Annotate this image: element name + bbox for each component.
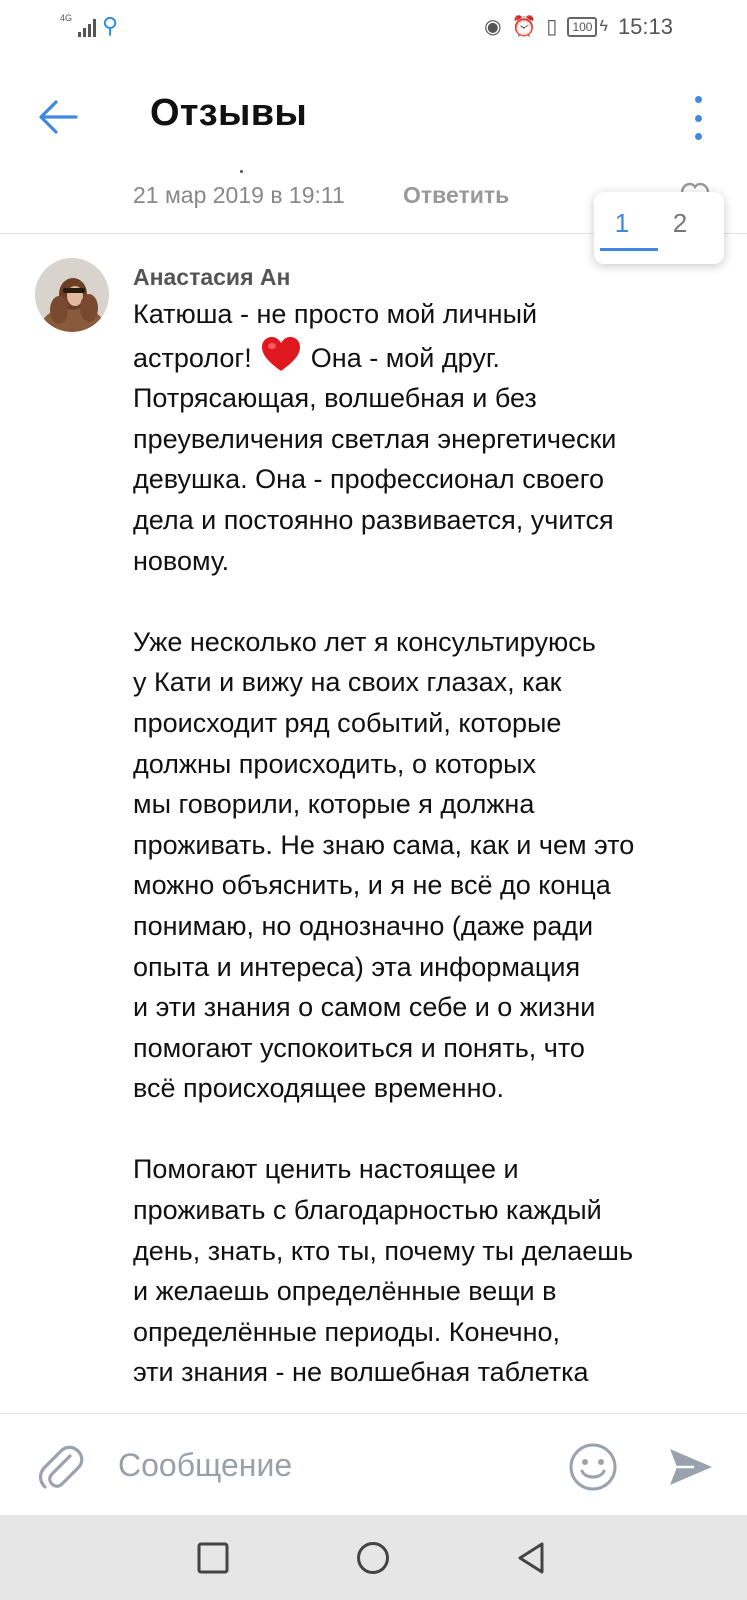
battery-level: 100 [572,20,593,34]
comment-line: Уже несколько лет я консультируюсь [133,626,596,657]
status-left [60,14,118,37]
header [0,70,747,164]
comment-line: и эти знания о самом себе и о жизни [133,992,596,1023]
comment-line: новому. [133,545,230,576]
comment-line: день, знать, кто ты, почему ты делаешь [133,1235,634,1266]
paragraph-gap [133,1109,733,1150]
comment-line-fragment: Она - мой друг. [310,342,500,373]
message-input[interactable] [118,1436,538,1494]
comment-line: можно объяснить, и я не всё до конца [133,870,611,901]
pagination-popup [594,192,724,264]
comment-line: Потрясающая, волшебная и без [133,383,537,414]
send-button[interactable] [668,1446,714,1488]
status-time: 15:13 [617,14,673,39]
page-title: Отзывы [150,92,308,134]
previous-comment-fragment [240,170,243,173]
comment-line: понимаю, но однозначно (даже ради [133,910,594,941]
vibrate-icon: ▯ [546,16,558,38]
paperclip-icon [36,1442,84,1492]
comment-line: эти знания - не волшебная таблетка [133,1357,589,1388]
comment-line [133,335,733,379]
comment-line: опыта и интереса) эта информация [133,951,581,982]
comment-line: всё происходящее временно. [133,1073,505,1104]
comment-line: проживать с благодарностью каждый [133,1195,602,1226]
comment-line: преувеличения светлая энергетически [133,423,617,454]
comment-line: дела и постоянно развивается, учится [133,504,614,535]
status-right [484,14,673,40]
comment-line: и желаешь определённые вещи в [133,1276,557,1307]
home-icon [356,1541,390,1575]
paragraph-gap [133,581,733,622]
recent-apps-icon [196,1541,230,1575]
comment-line: определённые периоды. Конечно, [133,1316,561,1347]
comment-text [133,294,733,1393]
heart-emoji-icon [259,335,303,373]
comment-author[interactable]: Анастасия Ан [133,264,291,290]
page-1-button[interactable]: 1 [614,208,630,238]
system-nav-bar [0,1515,747,1600]
comment-line: у Кати и вижу на своих глазах, как [133,667,562,698]
signal-icon [78,17,96,37]
previous-comment-date: 21 мар 2019 в 19:11 [133,182,345,208]
battery-icon [567,17,597,37]
back-arrow-icon [34,92,84,142]
send-icon [668,1446,714,1488]
alarm-icon: ⏰ [511,16,537,38]
page-2-button[interactable]: 2 [672,208,688,238]
emoji-button[interactable] [568,1442,618,1492]
current-page-indicator [600,248,658,251]
comment-line: помогают успокоиться и понять, что [133,1032,585,1063]
back-button[interactable] [34,92,84,142]
comment-line-fragment: астролог! [133,342,252,373]
back-icon [514,1541,548,1575]
attach-button[interactable] [36,1442,84,1492]
comment-line: происходит ряд событий, которые [133,707,562,738]
comment-line: должны происходить, о которых [133,748,536,779]
eye-icon: ◉ [484,16,502,38]
recent-apps-button[interactable] [196,1541,230,1575]
comment-line: мы говорили, которые я должна [133,789,535,820]
nav-back-button[interactable] [514,1541,548,1575]
more-vertical-icon[interactable] [688,96,708,140]
usb-icon: ⚲ [102,13,119,38]
home-button[interactable] [356,1541,390,1575]
network-type: 4G [60,13,73,23]
avatar[interactable] [35,258,109,332]
message-composer [0,1413,747,1516]
comment-line: проживать. Не знаю сама, как и чем это [133,829,635,860]
reply-button[interactable]: Ответить [403,182,510,208]
emoji-icon [568,1442,618,1492]
comment-line: Катюша - не просто мой личный [133,299,538,329]
comment-line: Помогают ценить настоящее и [133,1154,519,1185]
comment-line: девушка. Она - профессионал своего [133,464,605,495]
charging-icon: ϟ [599,18,608,35]
status-bar [0,0,747,58]
